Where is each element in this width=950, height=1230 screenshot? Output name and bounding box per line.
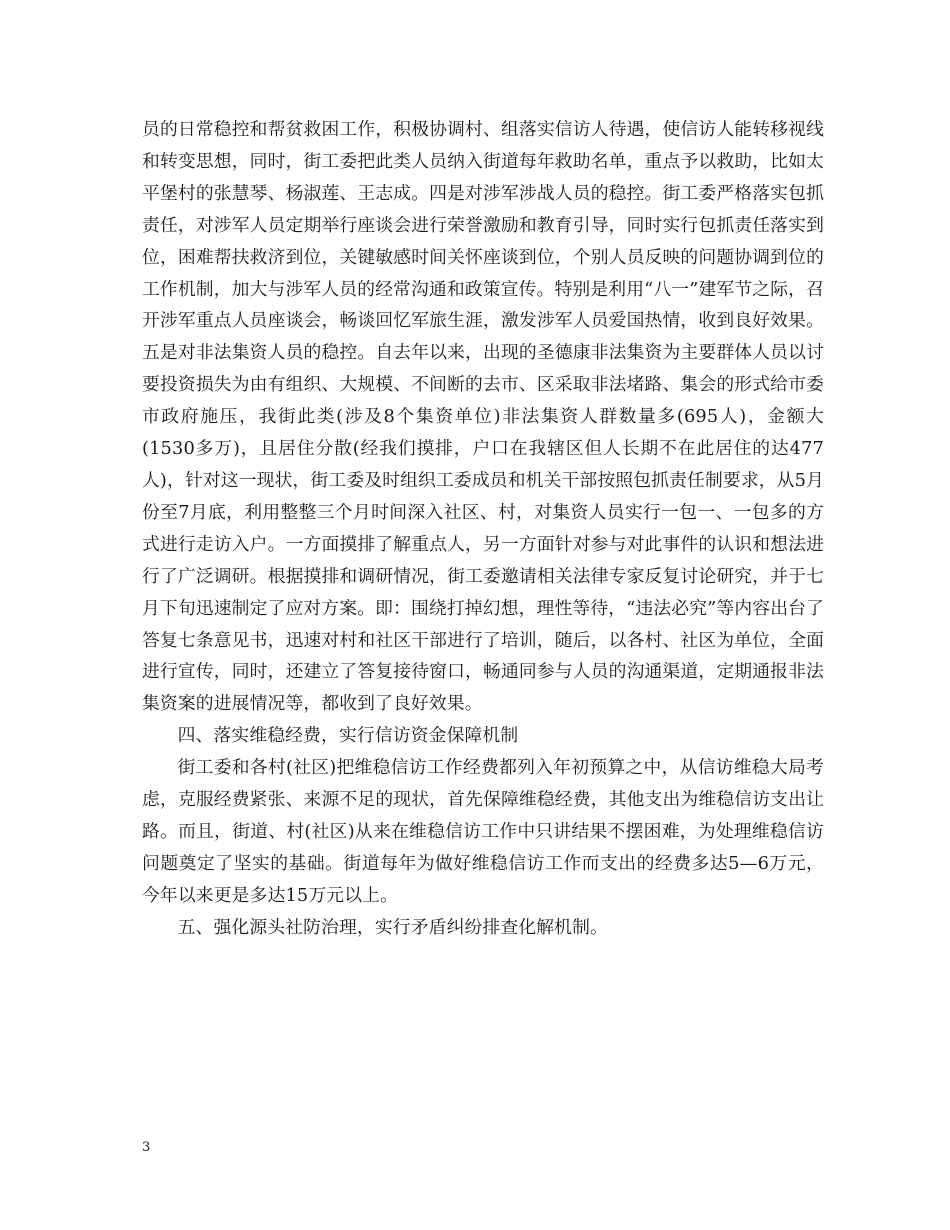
page-number: 3 xyxy=(142,1140,151,1155)
section-heading-5: 五、强化源头社防治理，实行矛盾纠纷排查化解机制。 xyxy=(177,916,608,938)
body-paragraph-2: 街工委和各村(社区)把维稳信访工作经费都列入年初预算之中，从信访维稳大局考虑，克服经费紧张、来源不足的现状，首先保障维稳经费，其他支出为维稳信访支出让路。而且，街道、村(社区)从来在维稳信访工作中只讲结果不摆困难，为处理维稳信访问题奠定了坚实的基础。街道每年为做好维稳信访工作而支出的经费多达5—6万元，今年以来更是多达15万元以上。 xyxy=(142,757,824,906)
body-paragraph-1: 员的日常稳控和帮贫救困工作，积极协调村、组落实信访人待遇，使信访人能转移视线和转变思想，同时，街工委把此类人员纳入街道每年救助名单，重点予以救助，比如太平堡村的张慧琴、杨淑莲、王志成。四是对涉军涉战人员的稳控。街工委严格落实包抓责任，对涉军人员定期举行座谈会进行荣誉激励和教育引导，同时实行包抓责任落实到位，困难帮扶救济到位，关键敏感时间关怀座谈到位，个别人员反映的问题协调到位的工作机制，加大与涉军人员的经常沟通和政策宣传。特别是利用“八一”建军节之际，召开涉军重点人员座谈会，畅谈回忆军旅生涯，激发涉军人员爱国热情，收到良好效果。五是对非法集资人员的稳控。自去年以来，出现的圣德康非法集资为主要群体人员以讨要投资损失为由有组织、大规模、不间断的去市、区采取非法堵路、集会的形式给市委市政府施压，我街此类(涉及8个集资单位)非法集资人群数量多(695人)，金额大(1530多万)，且居住分散(经我们摸排，户口在我辖区但人长期不在此居住的达477人)，针对这一现状，街工委及时组织工委成员和机关干部按照包抓责任制要求，从5月份至7月底，利用整整三个月时间深入社区、村，对集资人员实行一包一、一包多的方式进行走访入户。一方面摸排了解重点人，另一方面针对参与对此事件的认识和想法进行了广泛调研。根据摸排和调研情况，街工委邀请相关法律专家反复讨论研究，并于七月下旬迅速制定了应对方案。即：围绕打掉幻想，理性等待，“违法必究”等内容出台了答复七条意见书，迅速对村和社区干部进行了培训，随后，以各村、社区为单位，全面进行宣传，同时，还建立了答复接待窗口，畅通同参与人员的沟通渠道，定期通报非法集资案的进展情况等，都收到了良好效果。 xyxy=(142,119,825,715)
document-body xyxy=(142,114,824,944)
section-heading-4: 四、落实维稳经费，实行信访资金保障机制 xyxy=(177,725,519,747)
